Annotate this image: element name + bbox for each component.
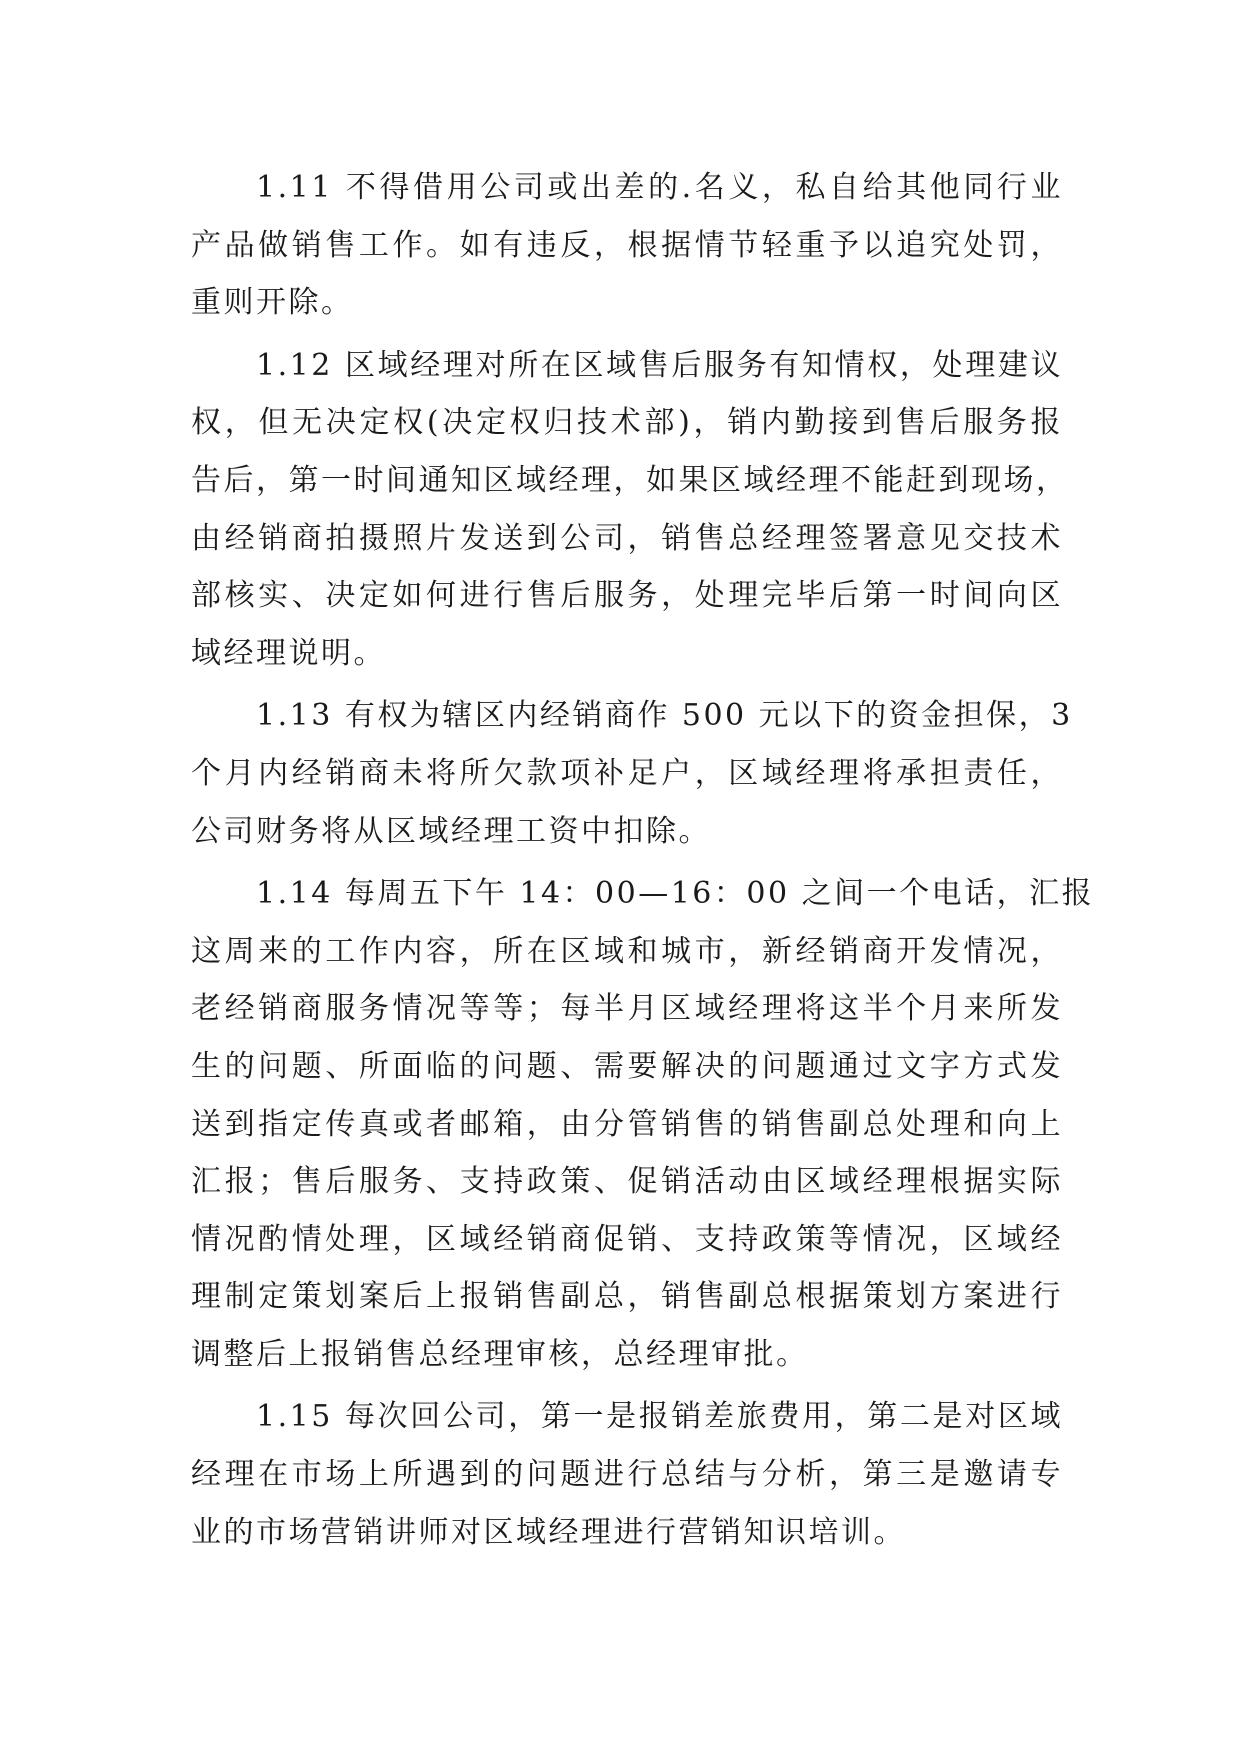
paragraph-line: 个月内经销商未将所欠款项补足户，区域经理将承担责任， xyxy=(191,755,1063,791)
paragraph-line: 理制定策划案后上报销售副总，销售副总根据策划方案进行 xyxy=(191,1279,1063,1315)
paragraph-line: 这周来的工作内容，所在区域和城市，新经销商开发情况， xyxy=(191,933,1063,969)
paragraph-line: 业的市场营销讲师对区域经理进行营销知识培训。 xyxy=(191,1514,906,1550)
paragraph-1-15 xyxy=(191,1388,1063,1561)
paragraph-line: 域经理说明。 xyxy=(191,635,386,671)
paragraph-line: 告后，第一时间通知区域经理，如果区域经理不能赶到现场， xyxy=(191,462,1069,498)
paragraph-line: 经理在市场上所遇到的问题进行总结与分析，第三是邀请专 xyxy=(191,1457,1063,1493)
paragraph-1-14 xyxy=(191,865,1095,1383)
paragraph-line: 权，但无决定权(决定权归技术部)，销内勤接到售后服务报 xyxy=(191,405,1063,441)
paragraph-line: 情况酌情处理，区域经销商促销、支持政策等情况，区域经 xyxy=(191,1221,1063,1257)
paragraph-1-13 xyxy=(191,687,1073,860)
paragraph-line: 部核实、决定如何进行售后服务，处理完毕后第一时间向区 xyxy=(191,578,1063,614)
paragraph-line: 公司财务将从区域经理工资中扣除。 xyxy=(191,813,711,849)
paragraph-line: 1.13 有权为辖区内经销商作 500 元以下的资金担保，3 xyxy=(256,698,1073,734)
paragraph-line: 产品做销售工作。如有违反，根据情节轻重予以追究处罚， xyxy=(191,227,1063,263)
paragraph-line: 生的问题、所面临的问题、需要解决的问题通过文字方式发 xyxy=(191,1048,1063,1084)
paragraph-line: 1.14 每周五下午 14：00—16：00 之间一个电话，汇报 xyxy=(256,876,1095,912)
paragraph-1-11 xyxy=(191,159,1063,332)
paragraph-line: 1.12 区域经理对所在区域售后服务有知情权，处理建议 xyxy=(256,347,1063,383)
paragraph-line: 重则开除。 xyxy=(191,285,354,321)
paragraph-line: 汇报；售后服务、支持政策、促销活动由区域经理根据实际 xyxy=(191,1164,1063,1200)
paragraph-line: 由经销商拍摄照片发送到公司，销售总经理签署意见交技术 xyxy=(191,520,1063,556)
paragraph-1-12 xyxy=(191,337,1069,683)
paragraph-line: 老经销商服务情况等等；每半月区域经理将这半个月来所发 xyxy=(191,991,1063,1027)
paragraph-line: 1.15 每次回公司，第一是报销差旅费用，第二是对区域 xyxy=(256,1399,1063,1435)
document-body xyxy=(191,159,1095,1566)
paragraph-line: 1.11 不得借用公司或出差的.名义，私自给其他同行业 xyxy=(256,170,1063,205)
paragraph-line: 调整后上报销售总经理审核，总经理审批。 xyxy=(191,1336,809,1372)
paragraph-line: 送到指定传真或者邮箱，由分管销售的销售副总处理和向上 xyxy=(191,1106,1063,1142)
